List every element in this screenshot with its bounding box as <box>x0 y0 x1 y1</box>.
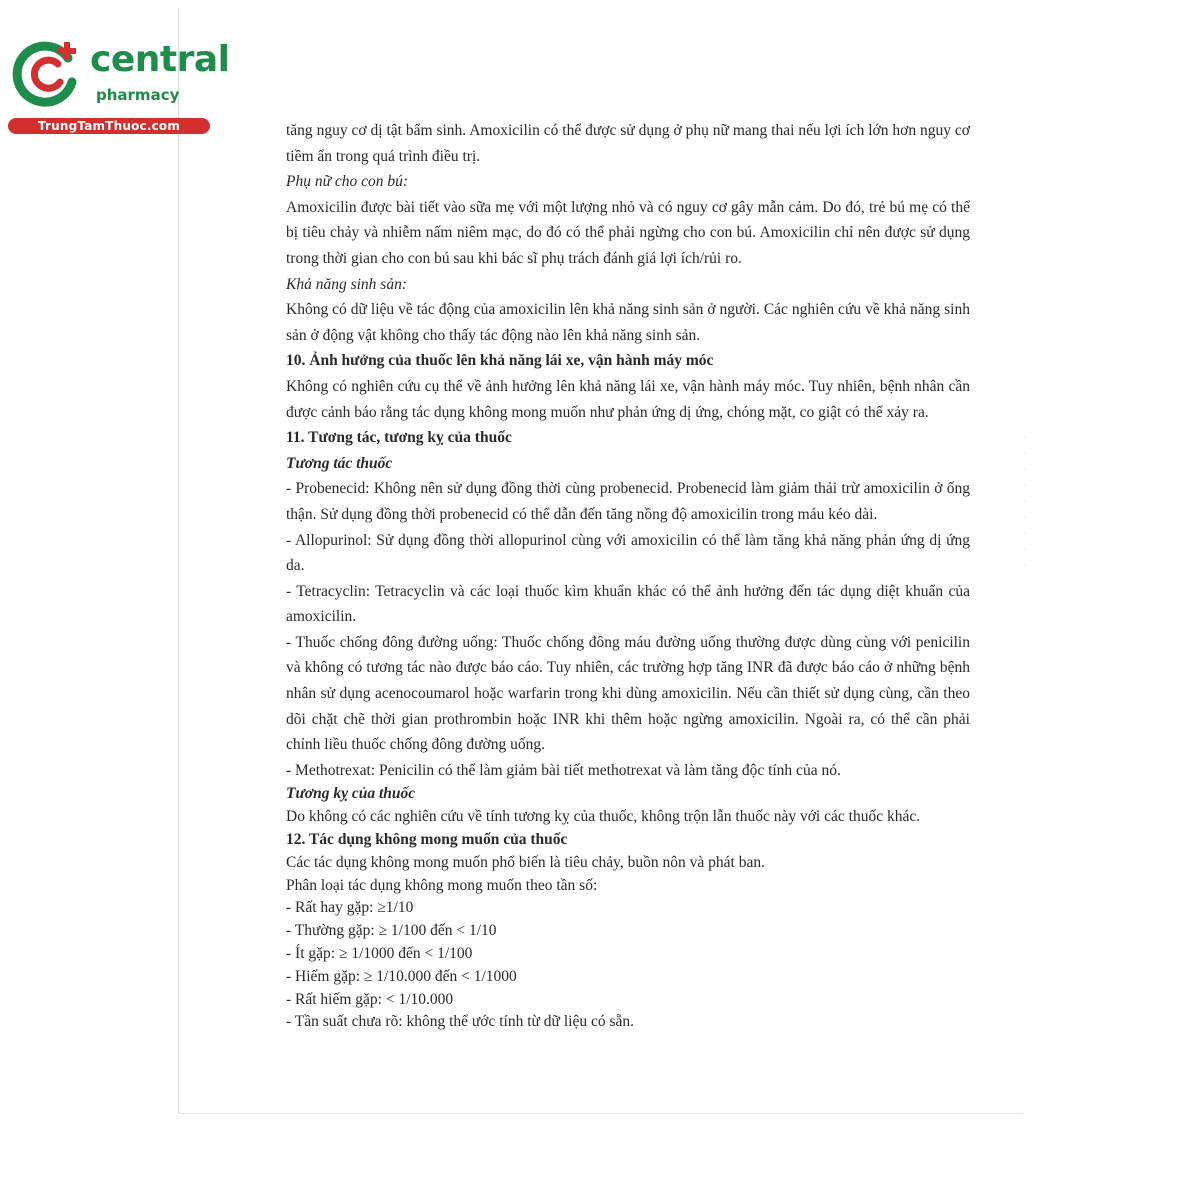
frequency-item: - Tần suất chưa rõ: không thể ước tính từ dữ liệu có sẵn. <box>286 1013 634 1031</box>
interaction-tetracyclin: - Tetracyclin: Tetracyclin và các loại thuốc kìm khuẩn khác có thể ảnh hưởng đến tác dụng diệt khuẩn của amoxicilin. <box>286 582 970 626</box>
paragraph-breastfeeding: Amoxicilin được bài tiết vào sữa mẹ với một lượng nhỏ và có nguy cơ gây mẫn cảm. Do đó, trẻ bú mẹ có thể bị tiêu chảy và nhiễm nấm niêm mạc, do đó có thể phải ngừng cho con bú. Amoxicilin chỉ nên được sử dụng trong thời gian cho con bú sau khi bác sĩ phụ trách đánh giá lợi ích/rủi ro. <box>286 198 970 267</box>
document-body <box>286 118 970 1034</box>
section-heading-12: 12. Tác dụng không mong muốn của thuốc <box>286 831 568 849</box>
interaction-anticoagulant: - Thuốc chống đông đường uống: Thuốc chống đông máu đường uống thường được dùng cùng với penicilin và không có tương tác nào được báo cáo. Tuy nhiên, các trường hợp tăng INR đã được báo cáo ở những bệnh nhân sử dụng acenocoumarol hoặc warfarin trong khi dùng amoxicilin. Nếu cần thiết sử dụng cùng, cần theo dõi chặt chẽ thời gian prothrombin hoặc INR khi thêm hoặc ngừng amoxicilin. Ngoài ra, có thể cần phải chỉnh liều thuốc chống đông đường uống. <box>286 633 970 754</box>
section-heading-10: 10. Ảnh hưởng của thuốc lên khả năng lái xe, vận hành máy móc <box>286 352 714 370</box>
logo-name: central <box>90 39 230 80</box>
paragraph-incompatibility: Do không có các nghiên cứu về tính tương kỵ của thuốc, không trộn lẫn thuốc này với các thuốc khác. <box>286 808 921 826</box>
scan-specks: · · · · · · · · · <box>1024 433 1027 571</box>
interaction-probenecid: - Probenecid: Không nên sử dụng đồng thời cùng probenecid. Probenecid làm giảm thải trừ amoxicilin ở ống thận. Sử dụng đồng thời probenecid có thể dẫn đến tăng nồng độ amoxicilin trong máu kéo dài. <box>286 480 970 523</box>
frequency-item: - Rất hay gặp: ≥1/10 <box>286 899 414 917</box>
scan-bottom-edge <box>178 1113 1023 1114</box>
central-pharmacy-logo[interactable] <box>8 34 230 134</box>
subheading-breastfeeding: Phụ nữ cho con bú: <box>286 173 409 191</box>
subheading-incompatibility: Tương kỵ của thuốc <box>286 785 416 803</box>
scan-left-edge <box>178 8 179 1113</box>
paragraph-side-effects: Các tác dụng không mong muốn phổ biến là tiêu chảy, buồn nôn và phát ban. <box>286 853 765 871</box>
logo-subtitle: pharmacy <box>96 86 180 104</box>
frequency-item: - Rất hiếm gặp: < 1/10.000 <box>286 990 454 1008</box>
subheading-fertility: Khả năng sinh sản: <box>286 275 407 293</box>
central-pharmacy-logo-icon <box>12 38 84 110</box>
subheading-interactions: Tương tác thuốc <box>286 454 393 472</box>
frequency-item: - Thường gặp: ≥ 1/100 đến < 1/10 <box>286 922 497 940</box>
paragraph-pregnancy-end: tăng nguy cơ dị tật bẩm sinh. Amoxicilin có thể được sử dụng ở phụ nữ mang thai nếu lợi ích lớn hơn nguy cơ tiềm ẩn trong quá trình điều trị. <box>286 122 970 165</box>
frequency-item: - Hiếm gặp: ≥ 1/10.000 đến < 1/1000 <box>286 967 517 985</box>
paragraph-driving: Không có nghiên cứu cụ thể về ảnh hưởng lên khả năng lái xe, vận hành máy móc. Tuy nhiên, bệnh nhân cần được cảnh báo rằng tác dụng không mong muốn như phản ứng dị ứng, chóng mặt, co giật có thể xảy ra. <box>286 377 970 421</box>
paragraph-fertility: Không có dữ liệu về tác động của amoxicilin lên khả năng sinh sản ở người. Các nghiên cứu về khả năng sinh sản ở động vật không cho thấy tác động nào lên khả năng sinh sản. <box>286 301 970 344</box>
logo-website-banner: TrungTamThuoc.com <box>8 118 210 134</box>
frequency-item: - Ít gặp: ≥ 1/1000 đến < 1/100 <box>286 945 473 963</box>
interaction-allopurinol: - Allopurinol: Sử dụng đồng thời allopurinol cùng với amoxicilin có thể làm tăng khả năng phản ứng dị ứng da. <box>286 531 970 575</box>
section-heading-11: 11. Tương tác, tương kỵ của thuốc <box>286 429 512 447</box>
interaction-methotrexat: - Methotrexat: Penicilin có thể làm giảm bài tiết methotrexat và làm tăng độc tính của nó. <box>286 761 841 779</box>
paragraph-frequency-intro: Phân loại tác dụng không mong muốn theo tần số: <box>286 876 598 894</box>
